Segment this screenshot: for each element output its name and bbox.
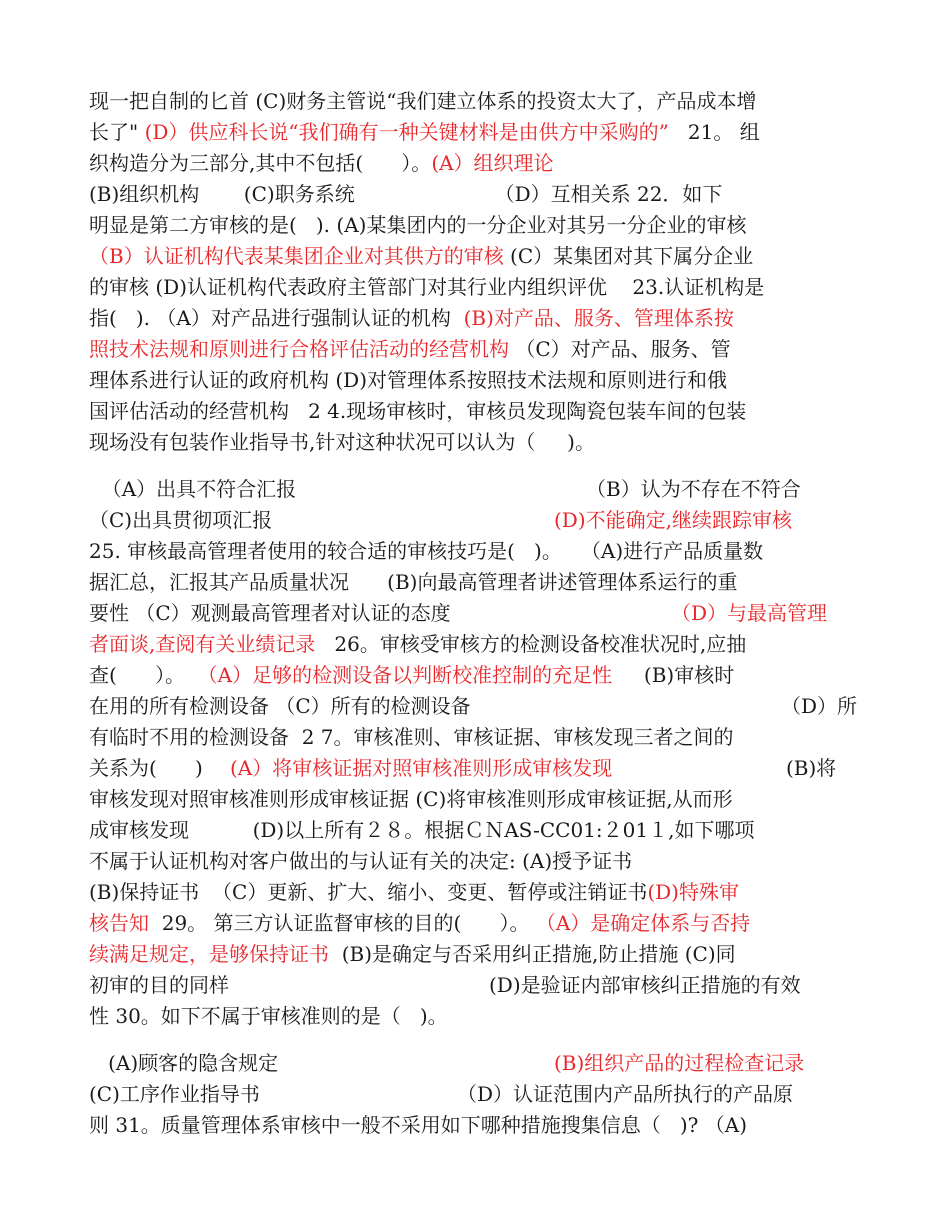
text-segment: 据汇总，汇报其产品质量状况 (B)向最高管理者讲述管理体系运行的重 (89, 570, 738, 594)
text-segment: (A)顾客的隐含规定 (89, 1051, 279, 1075)
text-segment: 的审核 (D)认证机构代表政府主管部门对其行业内组织评优 23.认证机构是 (89, 275, 765, 299)
text-segment: 国评估活动的经营机构 2 4.现场审核时，审核员发现陶瓷包装车间的包装 (89, 399, 747, 423)
text-segment: 要性 （C）观测最高管理者对认证的态度 (89, 601, 451, 625)
text-line (89, 939, 857, 970)
text-line (89, 970, 857, 1001)
text-line (89, 567, 857, 598)
text-line (89, 753, 857, 784)
highlighted-answer: 者面谈,查阅有关业绩记录 (89, 632, 316, 656)
document-body (89, 86, 857, 1141)
text-segment: 长了" (89, 120, 145, 144)
highlighted-answer: 续满足规定，是够保持证书 (89, 942, 329, 966)
text-line (89, 272, 857, 303)
text-segment: 25. 审核最高管理者使用的较合适的审核技巧是( )。 （A)进行产品质量数 (89, 539, 764, 563)
text-segment: （A）出具不符合汇报 (89, 477, 297, 501)
text-line (89, 505, 857, 536)
text-segment: （D）所 (781, 694, 858, 718)
text-segment: 织构造分为三部分,其中不包括( ）。 (89, 151, 432, 175)
highlighted-answer: (D)不能确定,继续跟踪审核 (554, 508, 792, 532)
text-segment: (D)是验证内部审核纠正措施的有效 (489, 973, 801, 997)
text-segment: 29。 第三方认证监督审核的目的( ）。 (149, 911, 536, 935)
text-line (89, 908, 857, 939)
text-segment: 成审核发现 (D)以上所有２８。根据ＣＮAS-CC01:２01１,如下哪项 (89, 818, 755, 842)
highlighted-answer: (A）组织理论 (431, 151, 554, 175)
text-line (89, 241, 857, 272)
text-segment: 现场没有包装作业指导书,针对这种状况可以认为（ )。 (89, 430, 595, 454)
highlighted-answer: (B)组织产品的过程检查记录 (554, 1051, 805, 1075)
text-segment: 审核发现对照审核准则形成审核证据 (C)将审核准则形成审核证据,从而形 (89, 787, 733, 811)
text-line (89, 396, 857, 427)
text-line (89, 148, 857, 179)
text-segment: 查( ）。 (89, 663, 198, 687)
text-line (89, 815, 857, 846)
text-segment: 关系为( ) (89, 756, 216, 780)
text-line (89, 117, 857, 148)
text-line (89, 536, 857, 567)
text-line (89, 1001, 857, 1032)
text-segment: (B)审核时 (612, 663, 735, 687)
highlighted-answer: （A）足够的检测设备以判断校准控制的充足性 (197, 663, 613, 687)
text-line (89, 1110, 857, 1141)
text-segment: (C）某集团对其下属分企业 (503, 244, 754, 268)
text-segment: （C）对产品、服务、管 (509, 337, 731, 361)
text-segment: 性 30。如下不属于审核准则的是（ )。 (89, 1004, 448, 1028)
text-line (89, 1048, 857, 1079)
text-segment: 指( ). （A）对产品进行强制认证的机构 (89, 306, 464, 330)
text-line (89, 877, 857, 908)
text-segment: 初审的目的同样 (89, 973, 229, 997)
text-line (89, 303, 857, 334)
text-line (89, 660, 857, 691)
text-line (89, 427, 857, 458)
text-segment: 则 31。质量管理体系审核中一般不采用如下哪种措施搜集信息（ )? （A) (89, 1113, 748, 1137)
text-segment: 21。 组 (668, 120, 760, 144)
text-line (89, 598, 857, 629)
text-segment: 现一把自制的匕首 (C)财务主管说“我们建立体系的投资太大了，产品成本增 (89, 89, 757, 113)
text-segment: （D）认证范围内产品所执行的产品原 (457, 1082, 794, 1106)
text-segment: 在用的所有检测设备 （C）所有的检测设备 (89, 694, 471, 718)
text-line (89, 334, 857, 365)
text-segment: （C)出具贯彻项汇报 (89, 508, 273, 532)
text-line (89, 86, 857, 117)
highlighted-answer: (B)对产品、服务、管理体系按 (463, 306, 734, 330)
text-segment: (B)将 (786, 756, 837, 780)
text-segment: 26。审核受审核方的检测设备校准状况时,应抽 (315, 632, 747, 656)
text-segment: (B)是确定与否采用纠正措施,防止措施 (C)同 (329, 942, 736, 966)
highlighted-answer: (D)特殊审 (647, 880, 739, 904)
text-segment: (B)组织机构 (C)职务系统 （D）互相关系 22．如下 (89, 182, 723, 206)
text-segment: 理体系进行认证的政府机构 (D)对管理体系按照技术法规和原则进行和俄 (89, 368, 727, 392)
text-line (89, 629, 857, 660)
highlighted-answer: （A）是确定体系与否持 (535, 911, 751, 935)
highlighted-answer: (D）供应科长说“我们确有一种关键材料是由供方中采购的” (144, 120, 669, 144)
text-segment: (C)工序作业指导书 (89, 1082, 260, 1106)
paragraph-gap (89, 458, 857, 474)
text-segment: （B）认为不存在不符合 (586, 477, 801, 501)
text-segment: 有临时不用的检测设备 2 7。审核准则、审核证据、审核发现三者之间的 (89, 725, 734, 749)
text-line (89, 691, 857, 722)
text-line (89, 474, 857, 505)
text-line (89, 846, 857, 877)
text-segment: 明显是第二方审核的是( ). (A)某集团内的一分企业对其另一分企业的审核 (89, 213, 747, 237)
highlighted-answer: （B）认证机构代表某集团企业对其供方的审核 (89, 244, 504, 268)
text-line (89, 365, 857, 396)
text-line (89, 210, 857, 241)
highlighted-answer: (A）将审核证据对照审核准则形成审核发现 (230, 756, 613, 780)
text-line (89, 179, 857, 210)
text-segment: (B)保持证书 （C）更新、扩大、缩小、变更、暂停或注销证书 (89, 880, 648, 904)
highlighted-answer: 照技术法规和原则进行合格评估活动的经营机构 (89, 337, 509, 361)
paragraph-gap (89, 1032, 857, 1048)
text-line (89, 1079, 857, 1110)
highlighted-answer: 核告知 (89, 911, 149, 935)
text-segment: 不属于认证机构对客户做出的与认证有关的决定: (A)授予证书 (89, 849, 633, 873)
highlighted-answer: （D）与最高管理 (671, 601, 828, 625)
text-line (89, 784, 857, 815)
text-line (89, 722, 857, 753)
